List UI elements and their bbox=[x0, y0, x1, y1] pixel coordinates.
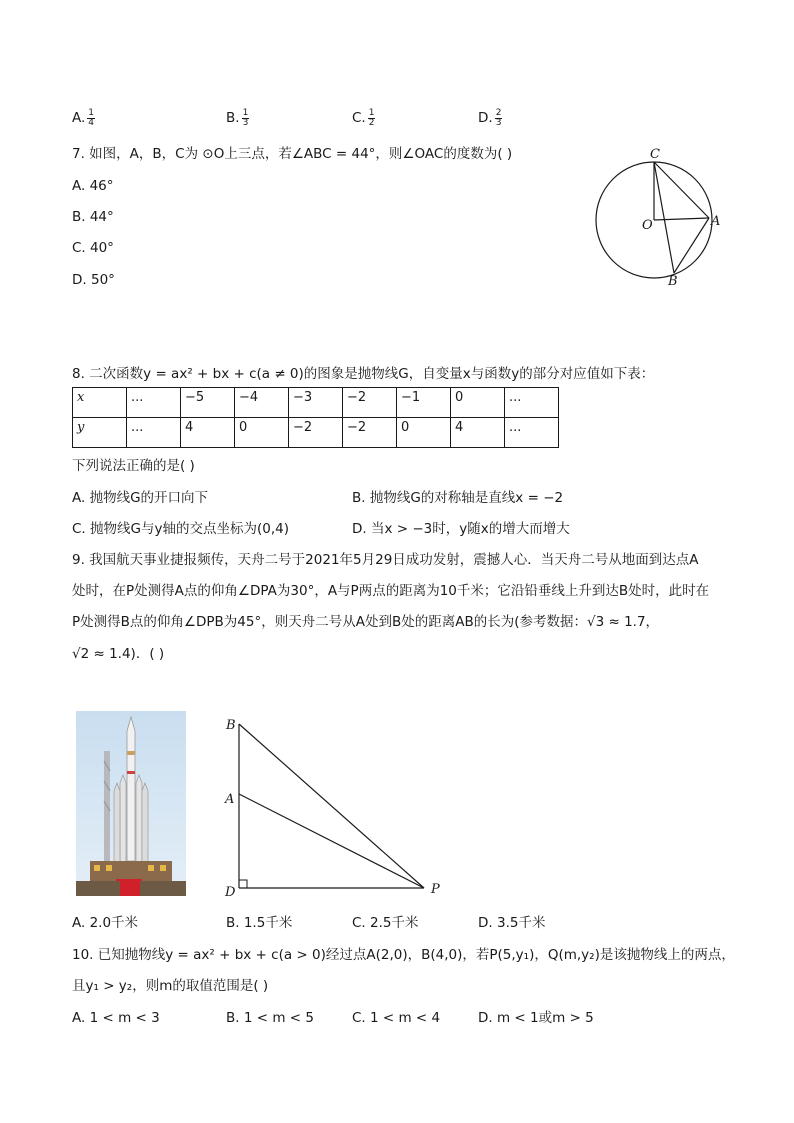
segment-bp bbox=[239, 724, 424, 888]
label-o: O bbox=[642, 218, 653, 233]
table-cell: −2 bbox=[343, 388, 397, 418]
q8-prompt: 下列说法正确的是( ) bbox=[72, 458, 195, 474]
table-cell: 0 bbox=[451, 388, 505, 418]
table-cell: −1 bbox=[397, 388, 451, 418]
q9-stem-line-4: √2 ≈ 1.4)．( ) bbox=[72, 646, 165, 662]
q7-option-d[interactable]: D. 50° bbox=[72, 272, 115, 288]
label-a: A bbox=[711, 214, 721, 229]
label-b: B bbox=[226, 718, 236, 733]
fraction: $\frac{1}{3}$ bbox=[242, 107, 249, 128]
q10-option-d[interactable]: D. m < 1或m > 5 bbox=[478, 1010, 594, 1026]
segment-ap bbox=[239, 794, 424, 888]
fraction: $\frac{1}{2}$ bbox=[368, 107, 375, 128]
table-cell: ... bbox=[127, 418, 181, 448]
option-letter: C. bbox=[352, 110, 366, 126]
q6-option-c[interactable] bbox=[352, 108, 375, 128]
q7-option-a[interactable]: A. 46° bbox=[72, 178, 114, 194]
table-cell: 0 bbox=[397, 418, 451, 448]
q10-stem-line-1: 10. 已知抛物线y = ax² + bx + c(a > 0)经过点A(2,0)，B(4,0)，若P(5,y₁)，Q(m,y₂)是该抛物线上的两点， bbox=[72, 947, 735, 963]
values-table bbox=[72, 387, 559, 448]
q6-option-d[interactable] bbox=[478, 108, 502, 128]
q10-option-a[interactable]: A. 1 < m < 3 bbox=[72, 1010, 160, 1026]
q6-option-a[interactable] bbox=[72, 108, 95, 128]
table-cell: 0 bbox=[235, 418, 289, 448]
label-b: B bbox=[668, 274, 678, 289]
fraction: $\frac{1}{4}$ bbox=[88, 107, 95, 128]
q10-option-c[interactable]: C. 1 < m < 4 bbox=[352, 1010, 441, 1026]
q9-stem-line-2: 处时，在P处测得A点的仰角∠DPA为30°，A与P两点的距离为10千米；它沿铅垂线上升到达B处时，此时在 bbox=[72, 583, 710, 599]
label-p: P bbox=[431, 882, 440, 897]
option-letter: A. bbox=[72, 110, 86, 126]
table-cell: 4 bbox=[181, 418, 235, 448]
q8-option-c[interactable]: C. 抛物线G与y轴的交点坐标为(0,4) bbox=[72, 521, 289, 537]
label-d: D bbox=[225, 885, 236, 900]
table-cell: ... bbox=[505, 388, 559, 418]
q9-option-a[interactable]: A. 2.0千米 bbox=[72, 915, 139, 931]
table-cell: −5 bbox=[181, 388, 235, 418]
table-cell: ... bbox=[505, 418, 559, 448]
label-a: A bbox=[225, 792, 235, 807]
q9-stem-line-1: 9. 我国航天事业捷报频传，天舟二号于2021年5月29日成功发射，震撼人心．当天舟二号从地面到达点A bbox=[72, 552, 699, 568]
q8-option-d[interactable]: D. 当x > −3时，y随x的增大而增大 bbox=[352, 521, 570, 537]
segment-oa bbox=[654, 218, 709, 220]
table-cell: −2 bbox=[343, 418, 397, 448]
table-cell: ... bbox=[127, 388, 181, 418]
q9-option-b[interactable]: B. 1.5千米 bbox=[226, 915, 293, 931]
q10-option-b[interactable]: B. 1 < m < 5 bbox=[226, 1010, 314, 1026]
table-cell: −4 bbox=[235, 388, 289, 418]
q8-option-a[interactable]: A. 抛物线G的开口向下 bbox=[72, 490, 209, 506]
table-cell: x bbox=[73, 388, 127, 418]
table-cell: y bbox=[73, 418, 127, 448]
label-c: C bbox=[650, 147, 660, 162]
option-letter: B. bbox=[226, 110, 240, 126]
q6-option-b[interactable] bbox=[226, 108, 249, 128]
q10-stem-line-2: 且y₁ > y₂，则m的取值范围是( ) bbox=[72, 978, 269, 994]
fraction: $\frac{2}{3}$ bbox=[495, 107, 502, 128]
option-letter: D. bbox=[478, 110, 493, 126]
q7-option-b[interactable]: B. 44° bbox=[72, 209, 114, 225]
q8-stem: 8. 二次函数y = ax² + bx + c(a ≠ 0)的图象是抛物线G，自变量x与函数y的部分对应值如下表： bbox=[72, 366, 655, 382]
table-cell: 4 bbox=[451, 418, 505, 448]
q7-stem: 7. 如图，A，B，C为 ⊙O上三点，若∠ABC = 44°，则∠OAC的度数为( ) bbox=[72, 146, 513, 162]
table-row bbox=[73, 418, 559, 448]
q9-option-c[interactable]: C. 2.5千米 bbox=[352, 915, 419, 931]
q7-option-c[interactable]: C. 40° bbox=[72, 240, 114, 256]
right-angle-mark bbox=[239, 880, 247, 888]
q8-option-b[interactable]: B. 抛物线G的对称轴是直线x = −2 bbox=[352, 490, 564, 506]
circle-figure bbox=[590, 145, 730, 290]
table-cell: −2 bbox=[289, 418, 343, 448]
table-row bbox=[73, 388, 559, 418]
triangle-figure bbox=[222, 712, 452, 900]
q9-option-d[interactable]: D. 3.5千米 bbox=[478, 915, 546, 931]
rocket-photo bbox=[76, 711, 186, 896]
q9-stem-line-3: P处测得B点的仰角∠DPB为45°，则天舟二号从A处到B处的距离AB的长为(参考数据：√3 ≈ 1.7， bbox=[72, 614, 660, 630]
table-cell: −3 bbox=[289, 388, 343, 418]
